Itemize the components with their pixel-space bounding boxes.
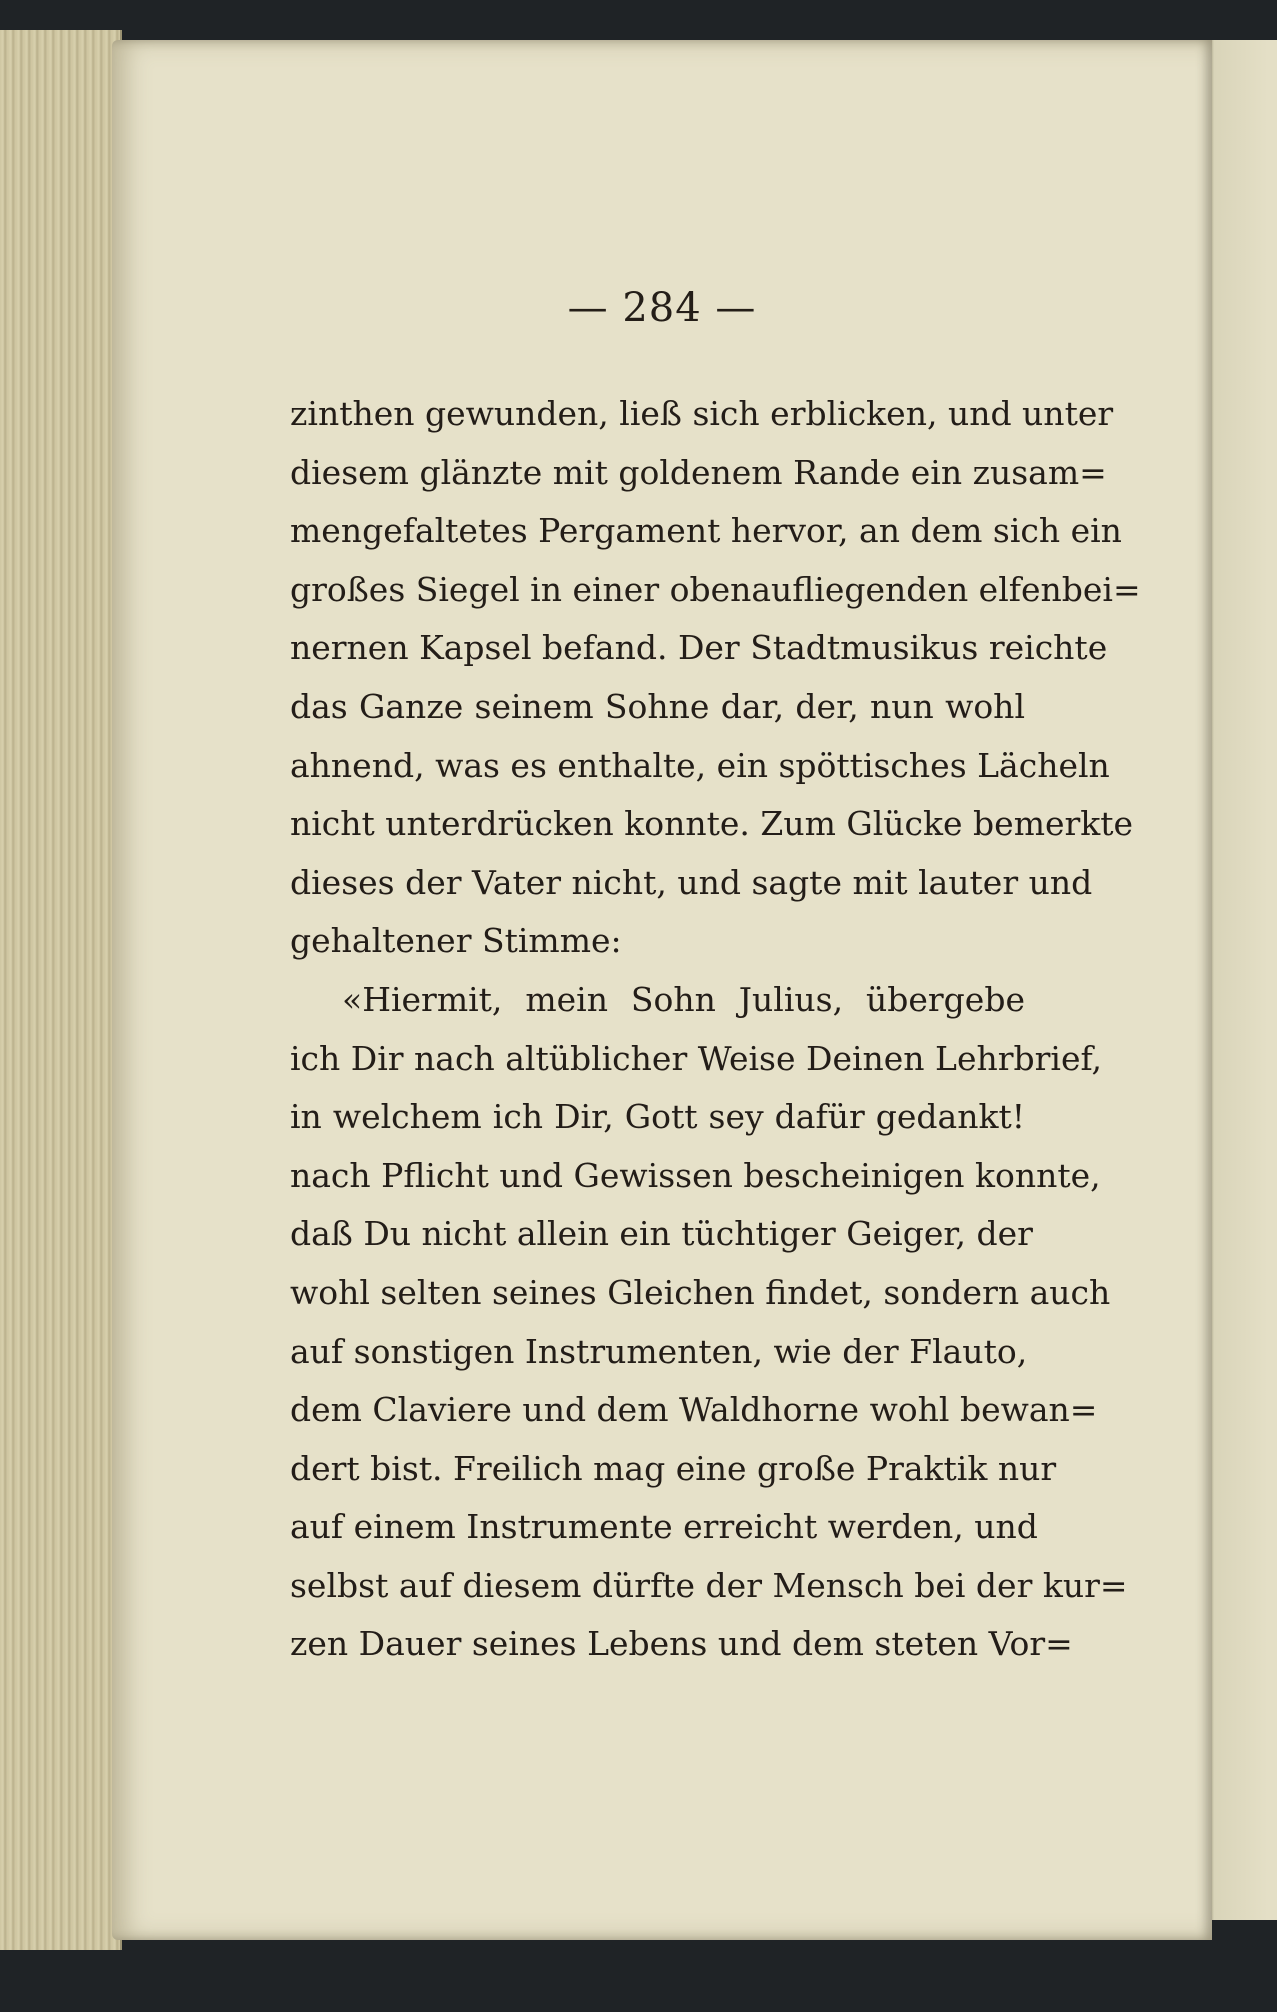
page-edges	[0, 30, 122, 1950]
text-line: nicht unterdrücken konnte. Zum Glücke bemerkte	[290, 804, 1134, 844]
text-line: ich Dir nach altüblicher Weise Deinen Lehrbrief,	[290, 1038, 1103, 1078]
text-line: zen Dauer seines Lebens und dem steten Vor=	[290, 1624, 1073, 1664]
text-line: nernen Kapsel befand. Der Stadtmusikus reichte	[290, 628, 1108, 668]
text-line: dert bist. Freilich mag eine große Praktik nur	[290, 1448, 1057, 1488]
text-line: daß Du nicht allein ein tüchtiger Geiger, der	[290, 1214, 1033, 1254]
body-text	[290, 385, 1141, 1674]
text-line: mengefaltetes Pergament hervor, an dem sich ein	[290, 511, 1122, 551]
book-page	[112, 40, 1212, 1940]
text-line: großes Siegel in einer obenaufliegenden elfenbei=	[290, 569, 1141, 609]
text-line: nach Pflicht und Gewissen bescheinigen konnte,	[290, 1155, 1101, 1195]
text-line: diesem glänzte mit goldenem Rande ein zusam=	[290, 452, 1107, 492]
text-line: dem Claviere und dem Waldhorne wohl bewan=	[290, 1390, 1098, 1430]
text-line: wohl selten seines Gleichen findet, sondern auch	[290, 1272, 1111, 1312]
text-line: selbst auf diesem dürfte der Mensch bei der kur=	[290, 1565, 1128, 1605]
text-line: dieses der Vater nicht, und sagte mit lauter und	[290, 862, 1093, 902]
text-line: ahnend, was es enthalte, ein spöttisches Lächeln	[290, 745, 1110, 785]
page-number: — 284 —	[567, 285, 757, 331]
facing-page-edge	[1208, 40, 1277, 1920]
text-line: zinthen gewunden, ließ sich erblicken, und unter	[290, 394, 1114, 433]
text-line: auf sonstigen Instrumenten, wie der Flauto,	[290, 1331, 1028, 1371]
text-line: «Hiermit, mein Sohn Julius, übergebe	[342, 979, 1025, 1019]
text-line: gehaltener Stimme:	[290, 921, 622, 961]
text-line: das Ganze seinem Sohne dar, der, nun wohl	[290, 686, 1025, 726]
text-line: in welchem ich Dir, Gott sey dafür gedankt!	[290, 1097, 1025, 1137]
text-line: auf einem Instrumente erreicht werden, und	[290, 1507, 1038, 1547]
